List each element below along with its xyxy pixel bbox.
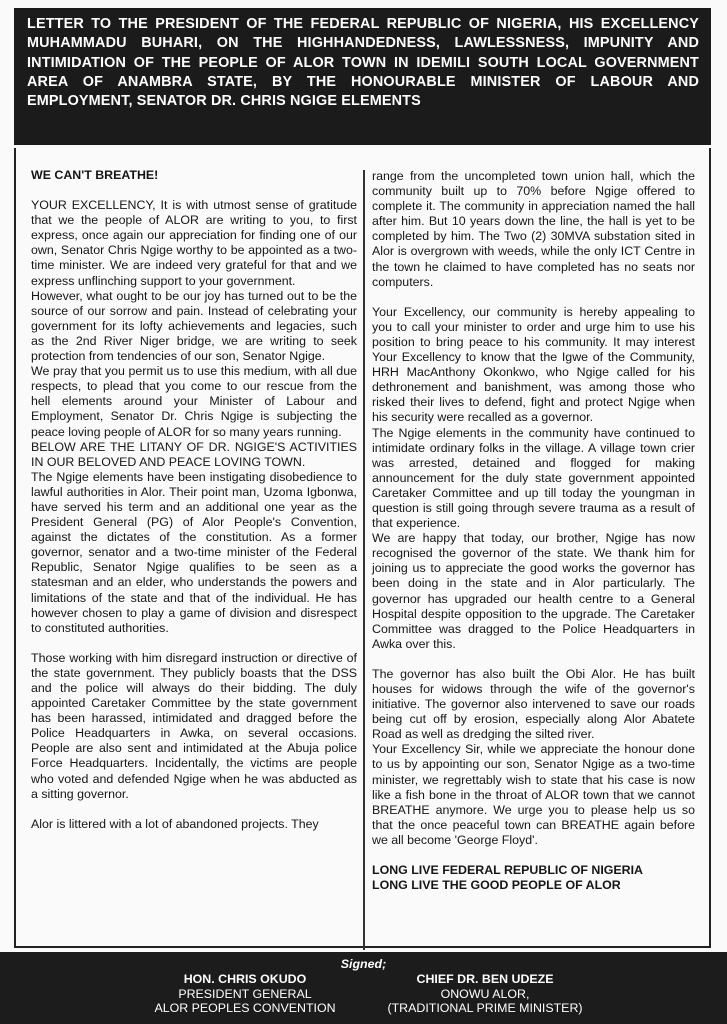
paragraph: However, what ought to be our joy has turned out to be the source of our sorrow and pain. Instead of celebrating your government for its lofty achievements and legacies, such as the 2nd River Niger bridge, we are writing to seek protection from tendencies of our son, Senator Ngige. <box>31 288 357 364</box>
signed-label: Signed; <box>340 957 387 971</box>
signatory-title: PRESIDENT GENERAL <box>178 986 312 1001</box>
letter-heading: WE CAN'T BREATHE! <box>31 168 159 182</box>
signatory-title: ALOR PEOPLES CONVENTION <box>154 1001 336 1015</box>
signatory-title: (TRADITIONAL PRIME MINISTER) <box>387 1001 583 1015</box>
paragraph: The Ngige elements in the community have continued to intimidate ordinary folks in the village. A village town crier was arrested, detained and flogged for making announcement for the duly state government appointed Caretaker Committee and up till today the youngman in question is still going through severe trauma as a result of that experience. <box>372 425 695 531</box>
headline-text: LETTER TO THE PRESIDENT OF THE FEDERAL REPUBLIC OF NIGERIA, HIS EXCELLENCY MUHAMMADU BUHARI, ON THE HIGHHANDEDNESS, LAWLESSNESS, IMPUNITY AND INTIMIDATION OF THE PEOPLE OF ALOR TOWN IN IDEMILI SOUTH LOCAL GOVERNMENT AREA OF ANAMBRA STATE, BY THE HONOURABLE MINISTER OF LABOUR AND EMPLOYMENT, SENATOR DR. CHRIS NGIGE ELEMENTS <box>27 16 699 110</box>
paragraph: The Ngige elements have been instigating disobedience to lawful authorities in Alor. Their point man, Uzoma Igbonwa, have served his term and an additional one year as the President General (PG) of Alor People's Convention, against the dictates of the constitution. As a former governor, senator and a two-time minister of the Federal Republic, Senator Ngige qualifies to be seen as a statesman and an elder, who understands the powers and limitations of the state and that of the individual. He has however chosen to play a game of division and disrespect to constituted authorities. <box>31 469 357 635</box>
closing-line: LONG LIVE FEDERAL REPUBLIC OF NIGERIA <box>372 863 644 878</box>
paragraph: Your Excellency, our community is hereby appealing to you to call your minister to order and urge him to use his position to bring peace to his community. It may interest Your Excellency to know that the Igwe of the Community, HRH MacAnthony Okonkwo, who Ngige called for his dethronement and banishment, was among those who risked their lives to defend, fight and protect Ngige when his security were recalled as a governor. <box>372 304 695 425</box>
paragraph: YOUR EXCELLENCY, It is with utmost sense of gratitude that we the people of ALOR are writing to you, to first express, once again our appreciation for finding one of our own, Senator Chris Ngige worthy to be appointed as a two-time minister. We are indeed very grateful for that and we express unflinching support to your government. <box>31 198 357 288</box>
signatory-title: ONOWU ALOR, <box>440 986 530 1001</box>
closing-line: LONG LIVE THE GOOD PEOPLE OF ALOR <box>372 878 621 893</box>
left-column <box>31 168 357 832</box>
paragraph: Your Excellency Sir, while we appreciate the honour done to us by appointing our son, Senator Ngige as a two-time minister, we regrettably wish to state that his case is now like a fish bone in the throat of ALOR town that we cannot BREATHE anymore. We urge you to please help us so that the once peaceful town can BREATHE again before we all become 'George Floyd'. <box>372 742 695 847</box>
signatory-right <box>350 972 620 1016</box>
headline-banner <box>14 8 711 145</box>
signature-bar <box>0 952 727 1024</box>
paragraph: We pray that you permit us to use this medium, with all due respects, to plead that you come to our rescue from the hell elements around your Minister of Labour and Employment, Senator Dr. Chris Ngige is subjecting the peace loving people of ALOR for so many years running. <box>31 364 357 439</box>
right-column <box>372 169 695 893</box>
paragraph: Alor is littered with a lot of abandoned projects. They <box>31 816 319 831</box>
paragraph: We are happy that today, our brother, Ngige has now recognised the governor of the state. We thank him for joining us to appreciate the good works the governor has been doing in the state and in Alor particularly. The governor has upgraded our health centre to a General Hospital despite opposition to the upgrade. The Caretaker Committee was dragged to the Police Headquarters in Awka over this. <box>372 531 695 651</box>
paragraph: range from the uncompleted town union hall, which the community built up to 70% before Ngige offered to complete it. The community in appreciation named the hall after him. But 10 years down the line, the hall is yet to be completed by him. The Two (2) 30MVA substation sited in Alor is overgrown with weeds, while the only ICT Centre in the town he claimed to have completed has no seats nor computers. <box>372 169 695 289</box>
paragraph: BELOW ARE THE LITANY OF DR. NGIGE'S ACTIVITIES IN OUR BELOVED AND PEACE LOVING TOWN. <box>31 439 357 469</box>
signatory-left <box>130 972 360 1016</box>
paragraph: The governor has also built the Obi Alor. He has built houses for widows through the wife of the governor's initiative. The governor also intervened to save our roads being cut off by erosion, especially along Alor Abatete Road as well as dredging the silted river. <box>372 666 695 742</box>
body-columns <box>14 148 711 948</box>
signatory-name: CHIEF DR. BEN UDEZE <box>416 972 554 986</box>
signatory-name: HON. CHRIS OKUDO <box>183 972 307 986</box>
paragraph: Those working with him disregard instruction or directive of the state government. They publicly boasts that the DSS and the police will always do their bidding. The duly appointed Caretaker Committee by the state government has been harassed, intimidated and dragged before the Police Headquarters in Awka, on several occasions. People are also sent and intimidated at the Abuja police Force Headquarters. Incidentally, the victims are people who voted and defended Ngige when he was abducted as a sitting governor. <box>31 650 357 801</box>
column-divider <box>363 170 365 950</box>
